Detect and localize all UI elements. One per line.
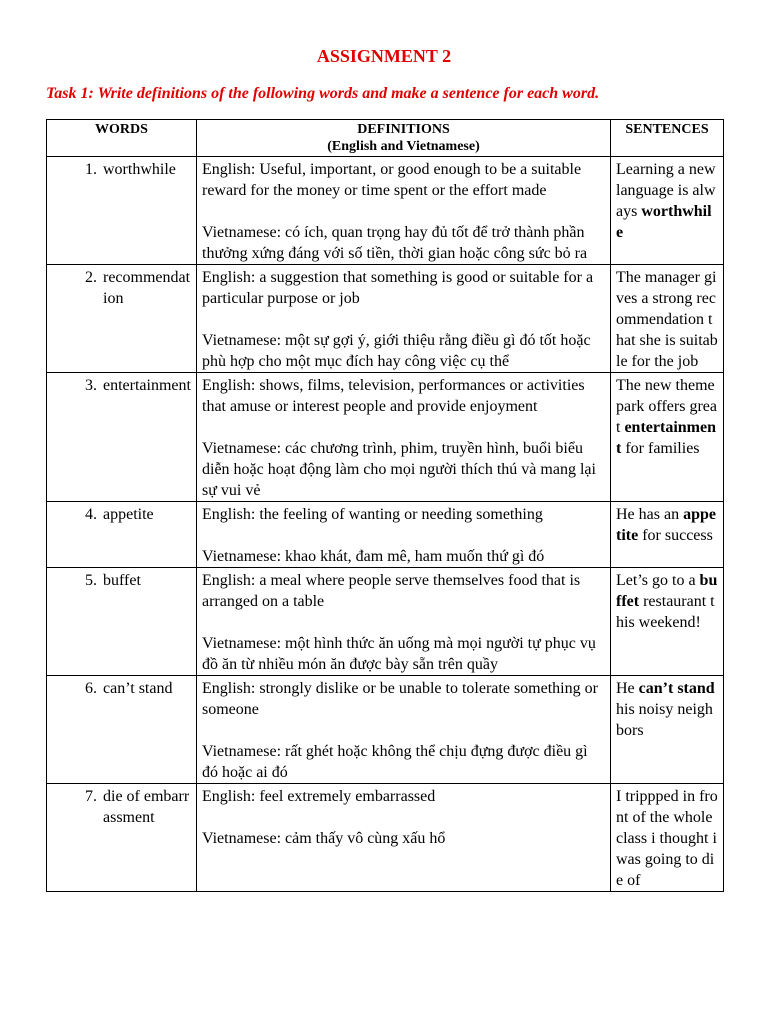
sentence-text: The manager gives a strong recommendation that she is suitable for the job	[616, 269, 718, 370]
sentence-text-end: restaurant this weekend!	[616, 593, 715, 631]
word-cell	[47, 265, 197, 373]
row-number: 7.	[85, 788, 97, 805]
definition-cell	[197, 784, 611, 892]
header-words: WORDS	[47, 120, 197, 157]
page-title: ASSIGNMENT 2	[316, 46, 452, 66]
sentence-cell	[611, 568, 724, 676]
row-number: 5.	[85, 572, 97, 589]
sentence-text: Learning a new language is always	[616, 161, 716, 220]
definition-cell	[197, 676, 611, 784]
word-cell	[47, 373, 197, 502]
table-header-row	[47, 120, 724, 157]
word-text: entertainment	[103, 377, 191, 394]
vocabulary-table	[46, 119, 724, 892]
definition-cell	[197, 373, 611, 502]
word-text: worthwhile	[103, 161, 176, 178]
word-text: can’t stand	[103, 680, 173, 697]
word-cell	[47, 676, 197, 784]
sentence-text-end: for families	[621, 440, 700, 457]
vietnamese-definition: Vietnamese: các chương trình, phim, truyền hình, buổi biểu diễn hoặc hoạt động làm cho mọi người thích thú và mang lại sự vui vẻ	[202, 440, 596, 499]
table-row	[47, 373, 724, 502]
word-text: die of embarrassment	[103, 788, 190, 826]
sentence-text: He	[616, 680, 639, 697]
word-cell	[47, 784, 197, 892]
vietnamese-definition: Vietnamese: một hình thức ăn uống mà mọi người tự phục vụ đồ ăn từ nhiều món ăn được bày sẵn trên quầy	[202, 635, 596, 673]
row-number: 3.	[85, 377, 97, 394]
vietnamese-definition: Vietnamese: cảm thấy vô cùng xấu hổ	[202, 830, 446, 847]
sentence-text-end: for success	[638, 527, 713, 544]
table-row	[47, 157, 724, 265]
vietnamese-definition: Vietnamese: một sự gợi ý, giới thiệu rằng điều gì đó tốt hoặc phù hợp cho một mục đích hay công việc cụ thể	[202, 332, 591, 370]
word-text: appetite	[103, 506, 154, 523]
header-definitions-sub: (English and Vietnamese)	[327, 139, 480, 154]
sentence-text: He has an	[616, 506, 684, 523]
definition-cell	[197, 568, 611, 676]
table-row	[47, 265, 724, 373]
word-cell	[47, 157, 197, 265]
table-row	[47, 568, 724, 676]
vietnamese-definition: Vietnamese: rất ghét hoặc không thể chịu đựng được điều gì đó hoặc ai đó	[202, 743, 588, 781]
english-definition: English: strongly dislike or be unable to tolerate something or someone	[202, 680, 598, 718]
word-text: recommendation	[103, 269, 191, 307]
sentence-text: The new theme park offers great	[616, 377, 717, 436]
english-definition: English: a suggestion that something is good or suitable for a particular purpose or job	[202, 269, 594, 307]
table-row	[47, 784, 724, 892]
word-cell	[47, 568, 197, 676]
sentence-keyword: appetite	[616, 506, 716, 544]
sentence-cell	[611, 265, 724, 373]
sentence-text-end: his noisy neighbors	[616, 701, 713, 739]
sentence-text: Let’s go to a	[616, 572, 700, 589]
vietnamese-definition: Vietnamese: khao khát, đam mê, ham muốn thứ gì đó	[202, 548, 545, 565]
header-definitions: DEFINITIONS (English and Vietnamese)	[197, 120, 611, 157]
word-cell	[47, 502, 197, 568]
english-definition: English: the feeling of wanting or needing something	[202, 506, 543, 523]
definition-cell	[197, 502, 611, 568]
vietnamese-definition: Vietnamese: có ích, quan trọng hay đủ tốt để trở thành phần thưởng xứng đáng với số tiền, thời gian hoặc công sức bỏ ra	[202, 224, 588, 262]
definition-cell	[197, 157, 611, 265]
row-number: 2.	[85, 269, 97, 286]
table-row	[47, 676, 724, 784]
sentence-cell	[611, 784, 724, 892]
word-text: buffet	[103, 572, 141, 589]
english-definition: English: a meal where people serve themselves food that is arranged on a table	[202, 572, 581, 610]
task-instruction: Task 1: Write definitions of the following words and make a sentence for each word.	[46, 85, 600, 102]
sentence-cell	[611, 502, 724, 568]
english-definition: English: Useful, important, or good enough to be a suitable reward for the money or time spent or the effort made	[202, 161, 582, 199]
header-sentences: SENTENCES	[611, 120, 724, 157]
sentence-text: I trippped in front of the whole class i thought i was going to die of	[616, 788, 718, 889]
sentence-cell	[611, 676, 724, 784]
definition-cell	[197, 265, 611, 373]
row-number: 1.	[85, 161, 97, 178]
sentence-cell	[611, 157, 724, 265]
sentence-keyword: entertainment	[616, 419, 716, 457]
table-row	[47, 502, 724, 568]
row-number: 4.	[85, 506, 97, 523]
sentence-keyword: worthwhile	[616, 203, 712, 241]
sentence-keyword: can’t stand	[638, 680, 715, 697]
sentence-cell	[611, 373, 724, 502]
english-definition: English: feel extremely embarrassed	[202, 788, 436, 805]
english-definition: English: shows, films, television, performances or activities that amuse or interest people and provide enjoyment	[202, 377, 585, 415]
sentence-keyword: buffet	[616, 572, 718, 610]
row-number: 6.	[85, 680, 97, 697]
